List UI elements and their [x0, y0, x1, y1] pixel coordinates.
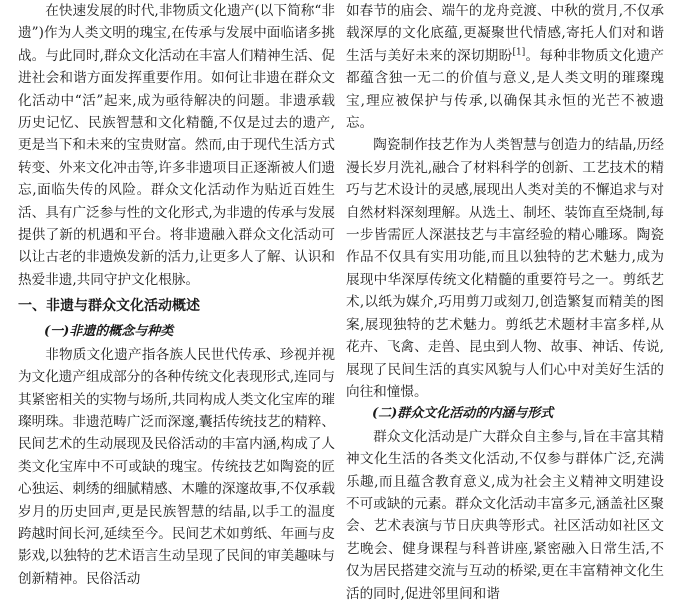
left-column	[18, 0, 335, 590]
continued-text-a: 如春节的庙会、端午的龙舟竞渡、中秋的赏月,不仅承载深厚的文化底蕴,更凝聚世代情感,寄托人们对和谐生活与美好未来的深切期盼	[346, 3, 664, 64]
right-column	[346, 0, 664, 605]
mass-culture-paragraph: 群众文化活动是广大群众自主参与,旨在丰富其精神文化生活的各类文化活动,不仅参与群体广泛,充满乐趣,而且蕴含教育意义,成为社会主义精神文明建设不可或缺的元素。群众文化活动丰富多元,涵盖社区聚会、艺术表演与节日庆典等形式。社区活动如社区文艺晚会、健身课程与科普讲座,紧密融入日常生活,不仅为居民搭建交流与互动的桥梁,更在丰富精神文化生活的同时,促进邻里间和谐	[346, 428, 664, 602]
intro-paragraph: 在快速发展的时代,非物质文化遗产(以下简称“非遗”)作为人类文明的瑰宝,在传承与发展中面临诸多挑战。与此同时,群众文化活动在丰富人们精神生活、促进社会和谐方面发挥重要作用。如何让非遗在群众文化活动中“活”起来,成为亟待解决的问题。非遗承载历史记忆、民族智慧和文化精髓,不仅是过去的遗产,更是当下和未来的宝贵财富。然而,由于现代生活方式转变、外来文化冲击等,许多非遗项目正逐渐被人们遗忘,面临失传的风险。群众文化活动作为贴近百姓生活、具有广泛参与性的文化形式,为非遗的传承与发展提供了新的机遇和平台。将非遗融入群众文化活动可以让古老的非遗焕发新的活力,让更多人了解、认识和热爱非遗,共同守护文化根脉。	[18, 3, 335, 288]
subsection-heading-2: (二)群众文化活动的内涵与形式	[372, 406, 554, 422]
subsection-heading-1: (一)非遗的概念与种类	[44, 324, 174, 340]
citation-marker: [1]	[512, 47, 526, 58]
ceramics-paragraph: 陶瓷制作技艺作为人类智慧与创造力的结晶,历经漫长岁月洗礼,融合了材料科学的创新、工艺技术的精巧与艺术设计的灵感,展现出人类对美的不懈追求与对自然材料深刻理解。从选土、制坯、装饰直至烧制,每一步皆需匠人深湛技艺与丰富经验的精心雕琢。陶瓷作品不仅具有实用功能,而且以独特的艺术魅力,成为展现中华深厚传统文化精髓的重要符号之一。剪纸艺术,以纸为媒介,巧用剪刀或刻刀,创造繁复而精美的图案,展现独特的艺术魅力。剪纸艺术题材丰富多样,从花卉、飞禽、走兽、昆虫到人物、故事、神话、传说,展现了民间生活的真实风貌与人们心中对美好生活的向往和憧憬。	[346, 137, 664, 400]
section-heading: 一、非遗与群众文化活动概述	[18, 298, 200, 315]
concept-paragraph: 非物质文化遗产指各族人民世代传承、珍视并视为文化遗产组成部分的各种传统文化表现形式,连同与其紧密相关的实物与场所,共同构成人类文化宝库的璀璨明珠。非遗范畴广泛而深邃,囊括传统技艺的精粹、民间艺术的生动展现及民俗活动的丰富内涵,构成了人类文化宝库中不可或缺的瑰宝。传统技艺如陶瓷的匠心独运、刺绣的细腻精感、木雕的深邃故事,不仅承载岁月的历史回声,更是民族智慧的结晶,以手工的温度跨越时间长河,延续至今。民间艺术如剪纸、年画与皮影戏,以独特的艺术语言生动呈现了民间的审美趣味与创新精神。民俗活动	[18, 346, 335, 587]
continued-text-b: 。每种非物质文化遗产都蕴含独一无二的价值与意义,是人类文明的璀璨瑰宝,理应被保护与传承,以确保其永恒的光芒不被遗忘。	[346, 47, 664, 132]
concept-paragraph-continued	[346, 0, 664, 134]
